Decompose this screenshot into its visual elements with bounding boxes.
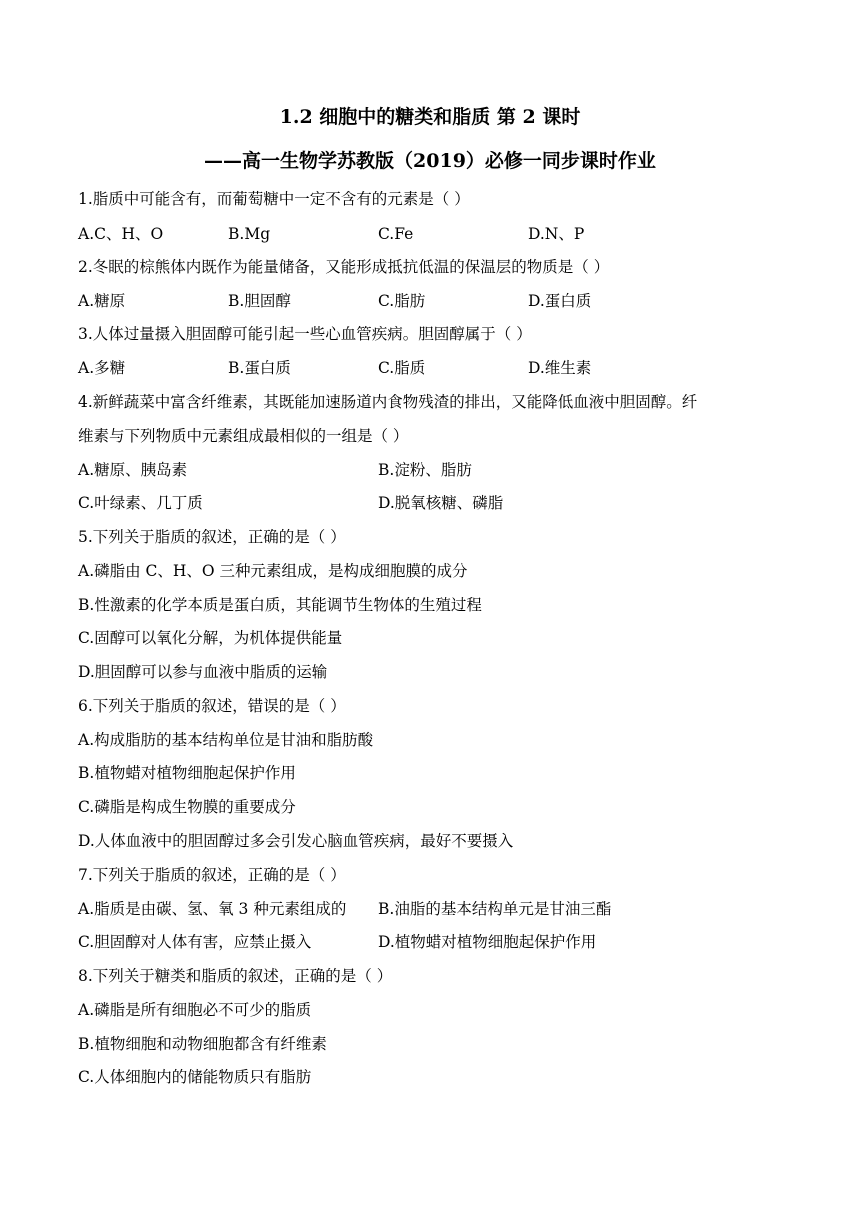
q6-option-c: C.磷脂是构成生物膜的重要成分 (78, 798, 296, 816)
q3-option-c: C.脂质 (378, 359, 426, 377)
q2-option-d: D.蛋白质 (528, 292, 592, 310)
q8-option-a: A.磷脂是所有细胞必不可少的脂质 (78, 1001, 312, 1019)
q8-option-b: B.植物细胞和动物细胞都含有纤维素 (78, 1035, 327, 1053)
q8-option-c: C.人体细胞内的储能物质只有脂肪 (78, 1068, 312, 1086)
q2-option-a: A.糖原 (78, 292, 126, 310)
q1-option-b: B.Mg (228, 225, 271, 243)
q3-option-d: D.维生素 (528, 359, 592, 377)
question-4-stem-line-2: 维素与下列物质中元素组成最相似的一组是（ ） (78, 427, 409, 445)
question-6-stem: 6.下列关于脂质的叙述，错误的是（ ） (78, 697, 346, 715)
q1-option-d: D.N、P (528, 225, 585, 243)
q6-option-a: A.构成脂肪的基本结构单位是甘油和脂肪酸 (78, 731, 374, 749)
question-4-stem-line-1: 4.新鲜蔬菜中富含纤维素，其既能加速肠道内食物残渣的排出，又能降低血液中胆固醇。纤 (78, 393, 698, 411)
q3-option-b: B.蛋白质 (228, 359, 291, 377)
q5-option-d: D.胆固醇可以参与血液中脂质的运输 (78, 663, 328, 681)
q7-option-b: B.油脂的基本结构单元是甘油三酯 (378, 900, 612, 918)
title-line-1: 1.2 细胞中的糖类和脂质 第 2 课时 (279, 106, 581, 128)
q5-option-b: B.性激素的化学本质是蛋白质，其能调节生物体的生殖过程 (78, 596, 482, 614)
q6-option-b: B.植物蜡对植物细胞起保护作用 (78, 764, 296, 782)
question-3-stem: 3.人体过量摄入胆固醇可能引起一些心血管疾病。胆固醇属于（ ） (78, 325, 532, 343)
title-line-2: ——高一生物学苏教版（2019）必修一同步课时作业 (204, 150, 656, 172)
q7-option-c: C.胆固醇对人体有害，应禁止摄入 (78, 933, 312, 951)
q5-option-c: C.固醇可以氧化分解，为机体提供能量 (78, 629, 343, 647)
q4-option-b: B.淀粉、脂肪 (378, 461, 472, 479)
q4-option-c: C.叶绿素、几丁质 (78, 494, 203, 512)
q1-option-a: A.C、H、O (78, 225, 164, 243)
question-2-stem: 2.冬眠的棕熊体内既作为能量储备，又能形成抵抗低温的保温层的物质是（ ） (78, 258, 610, 276)
q2-option-c: C.脂肪 (378, 292, 426, 310)
q6-option-d: D.人体血液中的胆固醇过多会引发心脑血管疾病，最好不要摄入 (78, 832, 514, 850)
q7-option-d: D.植物蜡对植物细胞起保护作用 (378, 933, 597, 951)
question-7-stem: 7.下列关于脂质的叙述，正确的是（ ） (78, 866, 346, 884)
q4-option-d: D.脱氧核糖、磷脂 (378, 494, 504, 512)
question-1-stem: 1.脂质中可能含有，而葡萄糖中一定不含有的元素是（ ） (78, 190, 470, 208)
q3-option-a: A.多糖 (78, 359, 126, 377)
question-5-stem: 5.下列关于脂质的叙述，正确的是（ ） (78, 528, 346, 546)
q4-option-a: A.糖原、胰岛素 (78, 461, 188, 479)
q1-option-c: C.Fe (378, 225, 414, 243)
q5-option-a: A.磷脂由 C、H、O 三种元素组成，是构成细胞膜的成分 (78, 562, 468, 580)
q7-option-a: A.脂质是由碳、氢、氧 3 种元素组成的 (78, 900, 347, 918)
question-8-stem: 8.下列关于糖类和脂质的叙述，正确的是（ ） (78, 967, 393, 985)
q2-option-b: B.胆固醇 (228, 292, 291, 310)
